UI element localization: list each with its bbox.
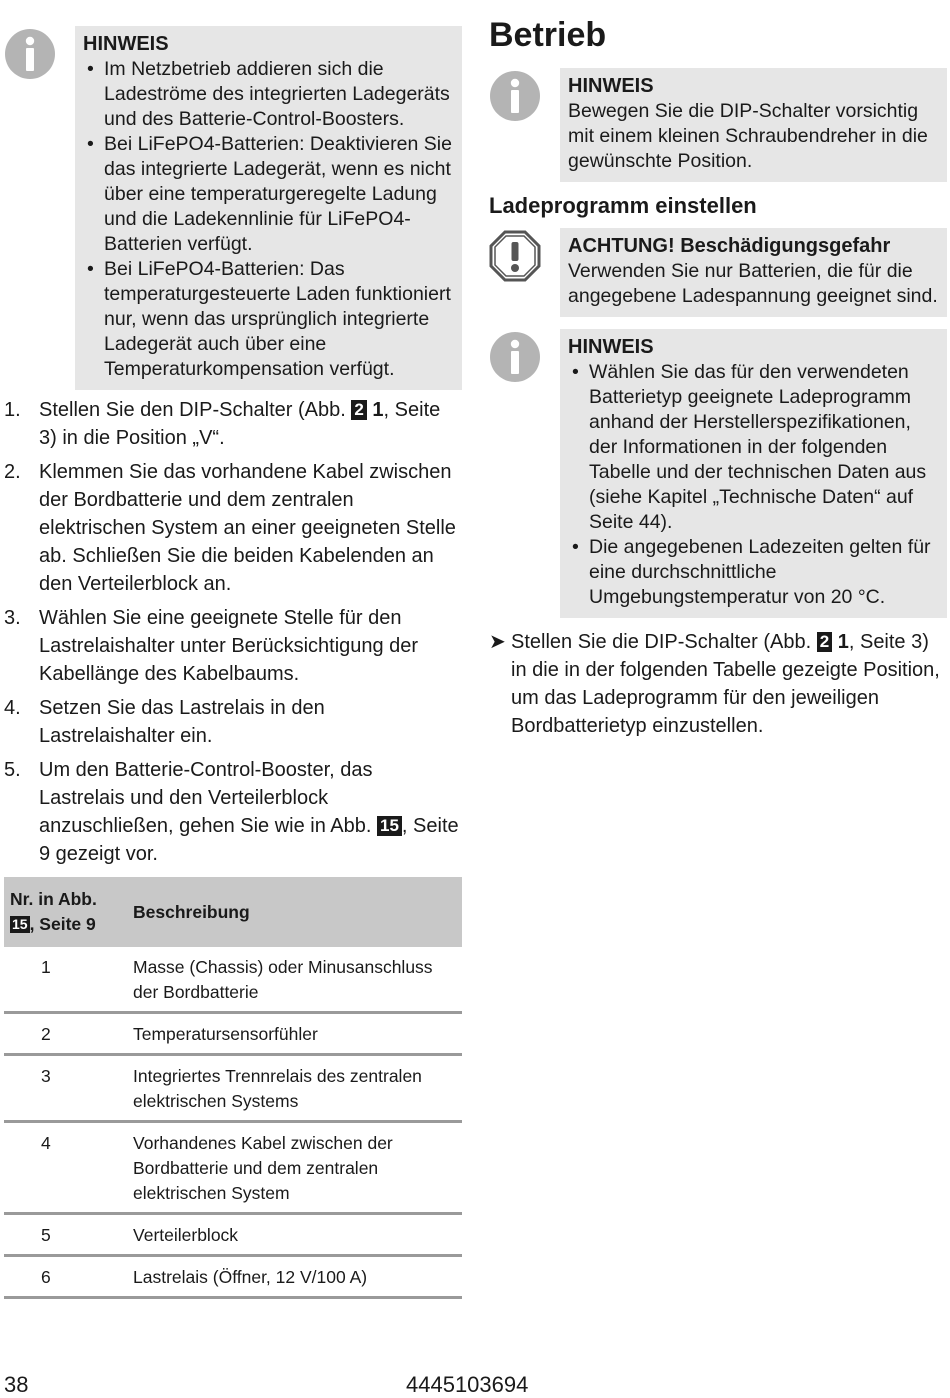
step-number: 5.	[4, 759, 21, 781]
table-cell-desc: Temperatursensorfühler	[127, 1013, 462, 1055]
step-text: Um den Batterie-Control-Booster, das Lastrelais und den Verteilerblock anzuschließen, gehen Sie wie in Abb.	[39, 759, 377, 837]
note-heading: HINWEIS	[83, 33, 169, 55]
section-title: Betrieb	[489, 16, 607, 54]
table-cell-desc: Masse (Chassis) oder Minusanschluss der Bordbatterie	[127, 947, 462, 1013]
step-item	[4, 458, 462, 598]
warning-box	[560, 228, 947, 317]
note-netzbetrieb	[4, 26, 462, 390]
table-row	[4, 947, 462, 1013]
subsection-title: Ladeprogramm einstellen	[489, 193, 757, 218]
step-text: Wählen Sie eine geeignete Stelle für den Lastrelaishalter unter Berücksichtigung der Kabellänge des Kabelbaums.	[39, 607, 419, 685]
warning-icon	[489, 230, 541, 282]
table-header-nr	[4, 877, 127, 947]
note-bullet-list	[568, 360, 939, 610]
table-cell-nr: 6	[4, 1256, 127, 1298]
table-cell-nr: 5	[4, 1214, 127, 1256]
info-icon	[4, 28, 56, 80]
note-bullet: • Wählen Sie das für den verwendeten Batterietyp geeignete Ladeprogramm anhand der Herstellerspezifikationen, der Informationen in der folgenden Tabelle und der technischen Daten aus (siehe Kapitel „Technische Daten“ auf Seite 44).	[589, 360, 939, 535]
warning-heading: ACHTUNG! Beschädigungsgefahr	[568, 235, 891, 257]
note-dip-schalter	[489, 68, 947, 182]
step-text: , Seite 3) in die Position „V“.	[39, 399, 441, 449]
table-row	[4, 1055, 462, 1122]
step-text: Klemmen Sie das vorhandene Kabel zwischen der Bordbatterie und dem zentralen elektrischen System an einer geeigneten Stelle ab. Schließen Sie die beiden Kabelenden an den Verteilerblock an.	[39, 461, 456, 595]
figure-ref-badge: 15	[377, 816, 402, 836]
step-text: , Seite 9 gezeigt vor.	[39, 815, 459, 865]
step-number: 2.	[4, 461, 21, 483]
page-number: 38	[4, 1372, 29, 1397]
document-code: 4445103694	[406, 1372, 529, 1397]
note-bullet: • Im Netzbetrieb addieren sich die Ladeströme des integrierten Ladegeräts und des Batterie-Control-Boosters.	[104, 57, 454, 132]
warning-text: Verwenden Sie nur Batterien, die für die angegebene Ladespannung geeignet sind.	[568, 260, 938, 307]
note-bullet-list	[83, 57, 454, 382]
table-cell-nr: 4	[4, 1122, 127, 1214]
action-bold: 1	[832, 631, 849, 653]
step-text: Stellen Sie den DIP-Schalter (Abb.	[39, 399, 352, 421]
table-header-row	[4, 877, 462, 947]
note-box	[560, 68, 947, 182]
step-number: 4.	[4, 697, 21, 719]
table-cell-desc: Integriertes Trennrelais des zentralen elektrischen Systems	[127, 1055, 462, 1122]
table-cell-nr: 2	[4, 1013, 127, 1055]
step-number: 1.	[4, 399, 21, 421]
note-bullet: • Bei LiFePO4-Batterien: Das temperaturgesteuerte Laden funktioniert nur, wenn das ursprünglich integrierte Ladegerät auch über eine Temperaturkompensation verfügt.	[104, 257, 454, 382]
step-item	[4, 756, 462, 868]
table-cell-nr: 1	[4, 947, 127, 1013]
step-item	[4, 694, 462, 750]
right-column	[489, 14, 947, 740]
table-row	[4, 1013, 462, 1055]
step-bold: 1	[366, 399, 384, 421]
step-text: Setzen Sie das Lastrelais in den Lastrelaishalter ein.	[39, 697, 325, 747]
note-heading: HINWEIS	[568, 336, 654, 358]
table-cell-nr: 3	[4, 1055, 127, 1122]
note-heading: HINWEIS	[568, 75, 654, 97]
note-box	[75, 26, 462, 390]
left-column	[4, 26, 462, 1299]
step-item	[4, 396, 462, 452]
table-cell-desc: Verteilerblock	[127, 1214, 462, 1256]
action-text: , Seite 3) in die in der folgenden Tabelle gezeigte Position, um das Ladeprogramm für den jeweiligen Bordbatterietyp einzustellen.	[511, 631, 940, 737]
table-cell-desc: Lastrelais (Öffner, 12 V/100 A)	[127, 1256, 462, 1298]
step-item	[4, 604, 462, 688]
warning-damage	[489, 228, 947, 317]
note-text: Bewegen Sie die DIP-Schalter vorsichtig mit einem kleinen Schraubendreher in die gewünschte Position.	[568, 100, 928, 172]
table-row	[4, 1122, 462, 1214]
action-text: Stellen Sie die DIP-Schalter (Abb.	[511, 631, 817, 653]
table-header-description: Beschreibung	[127, 877, 462, 947]
figure-ref-badge: 15	[12, 916, 28, 932]
note-box	[560, 329, 947, 618]
parts-table	[4, 877, 462, 1299]
action-instruction	[489, 628, 947, 740]
note-bullet: • Die angegebenen Ladezeiten gelten für eine durchschnittliche Umgebungstemperatur von 20 °C.	[589, 535, 939, 610]
header-text: , Seite 9	[29, 914, 96, 934]
figure-ref-badge: 2	[351, 400, 366, 420]
note-ladeprogramm	[489, 329, 947, 618]
installation-steps	[4, 396, 462, 868]
table-cell-desc: Vorhandenes Kabel zwischen der Bordbatterie und dem zentralen elektrischen System	[127, 1122, 462, 1214]
info-icon	[489, 331, 541, 383]
note-bullet: • Bei LiFePO4-Batterien: Deaktivieren Sie das integrierte Ladegerät, wenn es nicht über eine temperaturgeregelte Ladung und die Ladekennlinie für LiFePO4-Batterien verfügt.	[104, 132, 454, 257]
header-text: Nr. in Abb.	[10, 889, 97, 909]
figure-ref-badge: 2	[817, 632, 832, 652]
table-row	[4, 1256, 462, 1298]
step-number: 3.	[4, 607, 21, 629]
table-row	[4, 1214, 462, 1256]
info-icon	[489, 70, 541, 122]
arrow-right-icon: ➤	[489, 631, 506, 653]
